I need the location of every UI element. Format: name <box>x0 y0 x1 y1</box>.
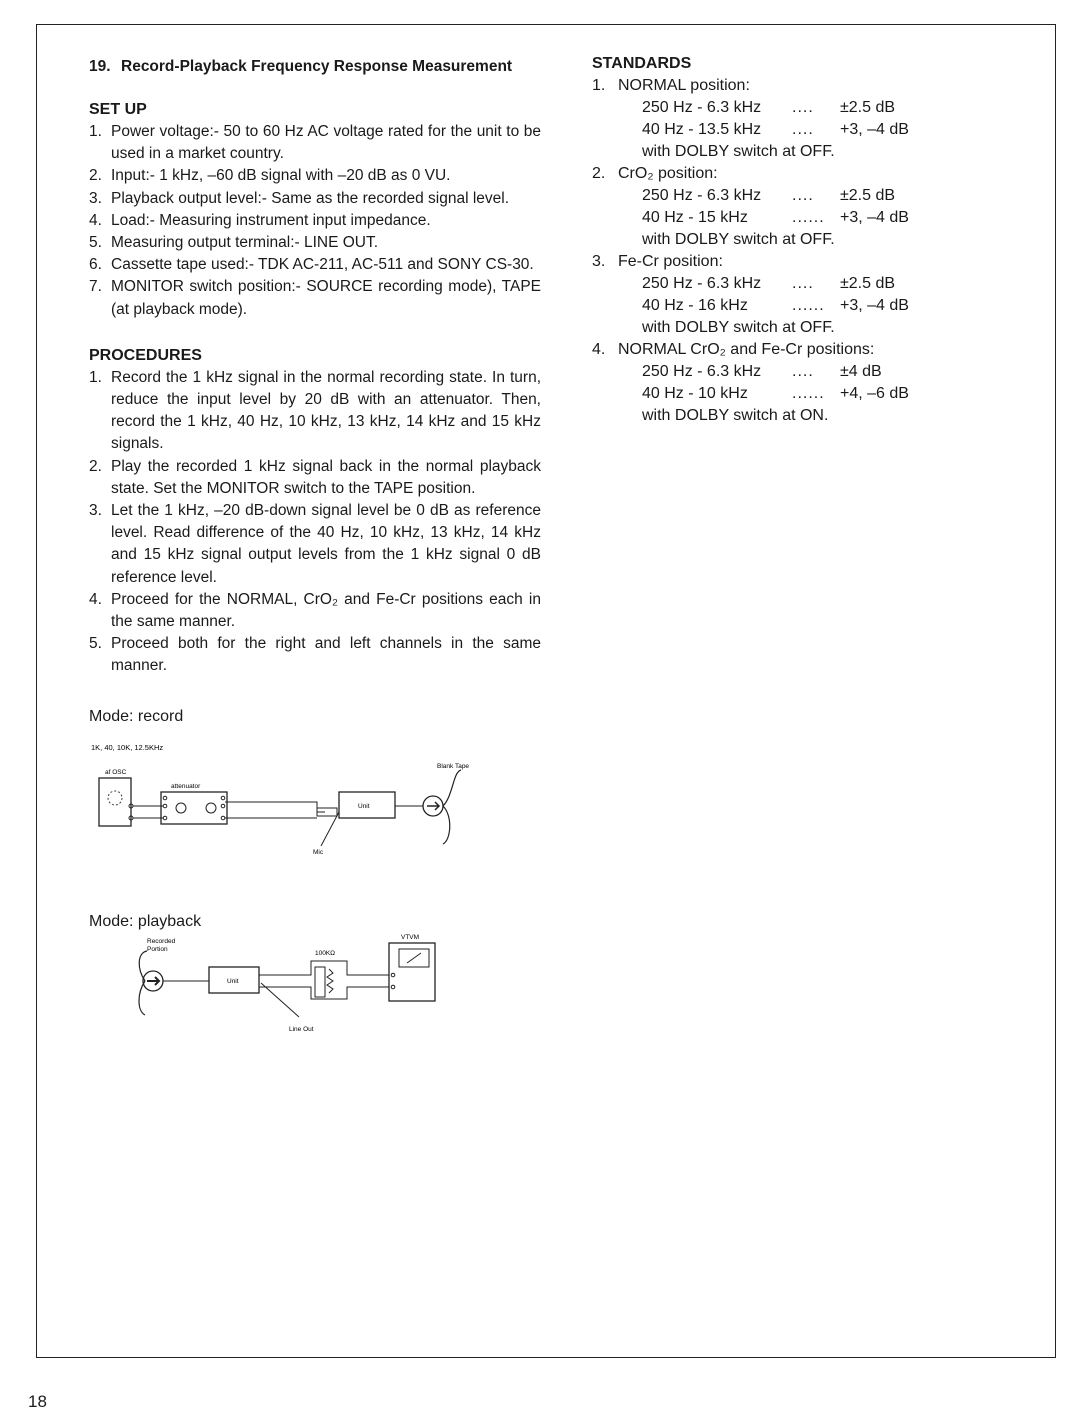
list-item: 7. MONITOR switch position:- SOURCE recording mode), TAPE (at playback mode). <box>89 278 541 318</box>
list-item: 6. Cassette tape used:- TDK AC-211, AC-511 and SONY CS-30. <box>89 256 534 274</box>
record-mode-label: Mode: record <box>89 707 184 725</box>
page-number: 18 <box>28 1392 47 1411</box>
attenuator-label: attenuator <box>171 782 201 790</box>
right-column <box>592 55 1012 427</box>
line-out-pointer <box>261 983 299 1017</box>
record-diagram <box>89 726 509 856</box>
standard-item: 3. Fe-Cr position: 250 Hz - 6.3 kHz .... ±2.5 dB 40 Hz - 16 kHz ...... +3, –4 dB with DOLBY switch at OFF. <box>592 253 909 336</box>
list-item: 1. Record the 1 kHz signal in the normal recording state. In turn, reduce the input level by 20 dB with an attenuator. Then, record the 1 kHz, 40 Hz, 10 kHz, 13 kHz, 14 kHz and 15 kHz signals. <box>89 368 541 453</box>
setup-heading: SET UP <box>89 101 147 118</box>
mic-line <box>321 812 339 846</box>
tape-curve-icon <box>443 770 461 806</box>
list-item: 5. Measuring output terminal:- LINE OUT. <box>89 234 379 252</box>
list-item: 4. Load:- Measuring instrument input impedance. <box>89 211 431 229</box>
freq-label: 1K, 40, 10K, 12.5KHz <box>91 742 164 752</box>
playback-diagram <box>89 931 509 1041</box>
arrow-right-icon <box>427 802 439 810</box>
standard-item: 1. NORMAL position: 250 Hz - 6.3 kHz .... ±2.5 dB 40 Hz - 13.5 kHz .... +3, –4 dB with DOLBY switch at OFF. <box>592 77 909 160</box>
resistor-icon <box>327 969 333 993</box>
list-item: 4. Proceed for the NORMAL, CrO₂ and Fe-Cr positions each in the same manner. <box>89 590 541 631</box>
osc-label: af OSC <box>105 768 127 776</box>
attenuator-knob-icon <box>176 803 186 813</box>
list-item: 2. Play the recorded 1 kHz signal back in the normal playback state. Set the MONITOR switch to the TAPE position. <box>89 457 541 497</box>
list-item: 3. Playback output level:- Same as the recorded signal level. <box>89 189 510 207</box>
list-item: 3. Let the 1 kHz, –20 dB-down signal level be 0 dB as reference level. Read difference of the 40 Hz, 10 kHz, 13 kHz, 14 kHz and 15 kHz signal output levels from the 1 kHz signal 0 dB reference level. <box>89 502 541 586</box>
section-number: 19. <box>89 58 111 75</box>
section-title <box>89 55 541 79</box>
standards-heading: STANDARDS <box>592 55 692 72</box>
resistor-label: 100KΩ <box>315 949 336 957</box>
line-out-label: Line Out <box>289 1025 314 1033</box>
list-item: 1. Power voltage:- 50 to 60 Hz AC voltage rated for the unit to be used in a market country. <box>89 123 541 163</box>
attenuator-box <box>161 792 227 824</box>
recorded-label: Recorded <box>147 937 176 945</box>
setup-list <box>89 121 541 321</box>
attenuator-knob-icon <box>206 803 216 813</box>
blank-tape-label: Blank Tape <box>437 762 470 770</box>
standard-item: 2. CrO₂ position: 250 Hz - 6.3 kHz .... ±2.5 dB 40 Hz - 15 kHz ...... +3, –4 dB with DOLBY switch at OFF. <box>592 165 909 248</box>
procedures-heading: PROCEDURES <box>89 346 202 364</box>
procedures-list <box>89 367 541 678</box>
osc-to-attenuator-wire <box>133 806 163 818</box>
oscillator-dial-icon <box>108 791 122 805</box>
standard-item: 4. NORMAL CrO₂ and Fe-Cr positions: 250 Hz - 6.3 kHz .... ±4 dB 40 Hz - 10 kHz ...... +4, –6 dB with DOLBY switch at ON. <box>592 341 909 424</box>
playback-mode-label: Mode: playback <box>89 912 202 930</box>
vtvm-box <box>389 943 435 1001</box>
attenuator-to-unit-wire <box>225 802 325 818</box>
portion-label: Portion <box>147 945 168 953</box>
section-title-text: Record-Playback Frequency Response Measurement <box>121 58 513 75</box>
oscillator-box <box>99 778 131 826</box>
left-column <box>89 55 541 1046</box>
arrow-right-icon <box>147 977 159 985</box>
playback-unit-label: Unit <box>227 977 239 985</box>
list-item: 5. Proceed both for the right and left channels in the same manner. <box>89 635 541 675</box>
page-frame <box>36 24 1056 1358</box>
record-unit-label: Unit <box>358 802 370 810</box>
mic-label: Mic <box>313 848 324 856</box>
vtvm-label: VTVM <box>401 933 420 941</box>
meter-needle-icon <box>407 953 421 963</box>
list-item: 2. Input:- 1 kHz, –60 dB signal with –20 dB as 0 VU. <box>89 167 451 185</box>
